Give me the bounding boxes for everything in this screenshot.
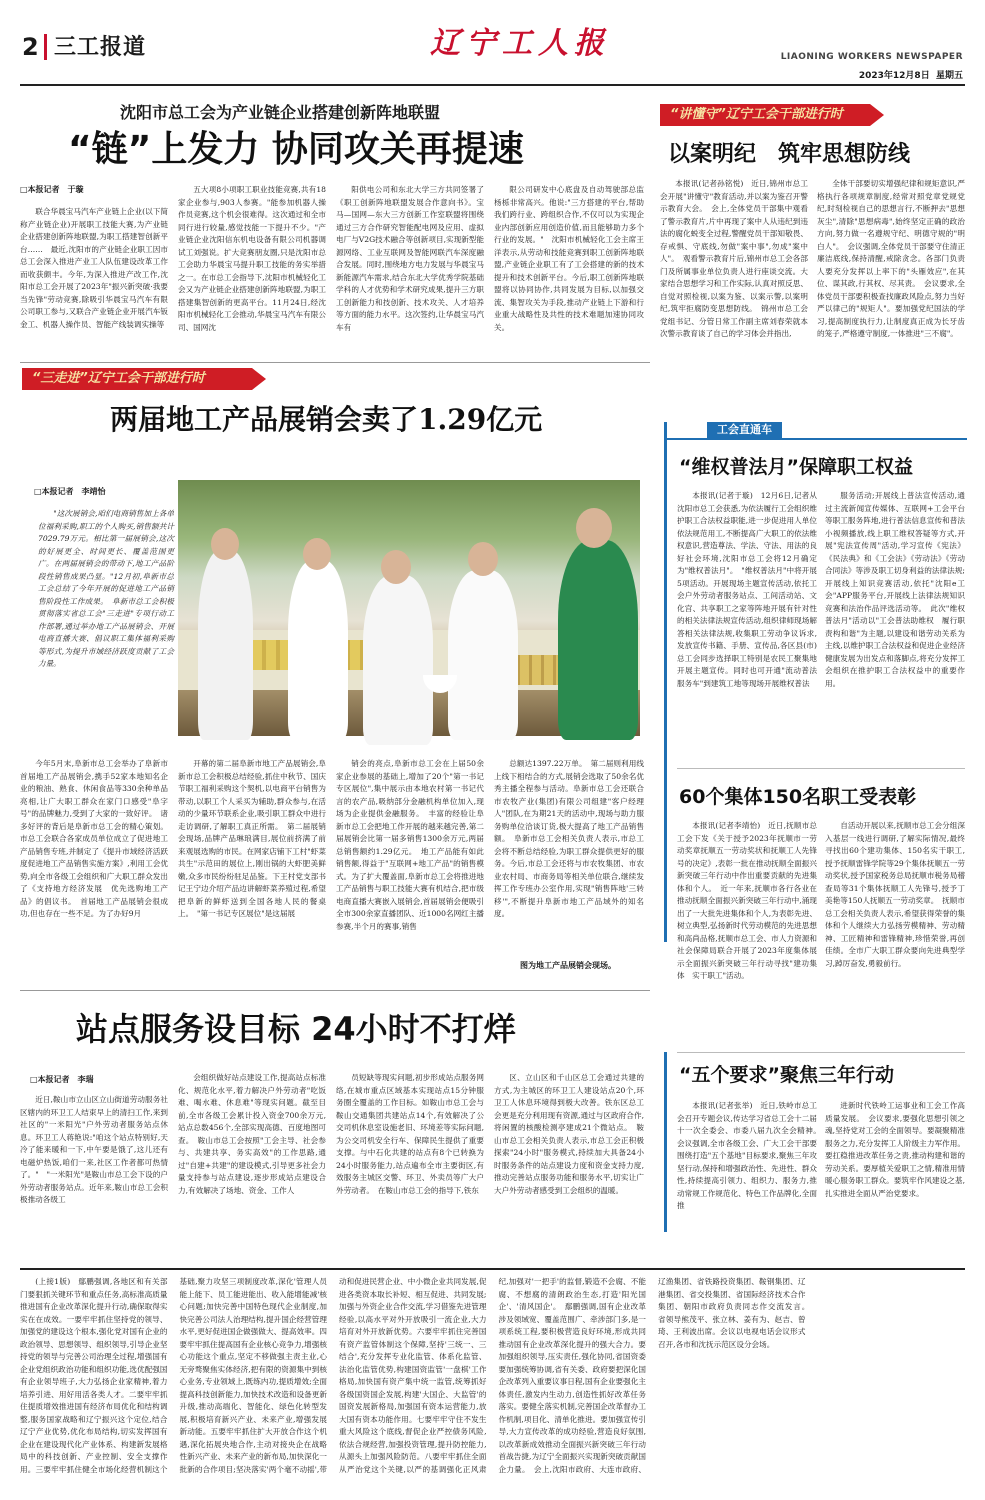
article1-col2	[178, 184, 326, 356]
article3-col2-text: 开幕的第二届阜新市地工产品展销会,阜新市总工会积极总结经验,抓住中秋节、国庆节职工福利采购这个契机,以电商平台销售为带动,以职工个人采买为辅助,群众参与,在活动的少量环节联系企业,吸引职工群众中进行走访调研,了解职工真正所需。 第二届展销会现场,品牌产品琳琅满目,展位前挤满了前来观展选购的市民。在网家店铺下工村"虾菜共生"示范田的展位上,刚出锅的大虾肥美鲜嫩,众多市民纷纷驻足品鉴。下王村党支部书记王宁边介绍产品边讲解虾菜养殖过程,希望把阜新的鲜虾送到全国各地人民的餐桌上。 "第一书记专区展位"是这届展	[178, 759, 326, 918]
photo-head-4	[468, 542, 498, 576]
article3-top-rule	[20, 362, 650, 363]
article-product-fair	[20, 362, 650, 982]
article3-col1-text: 今年5月末,阜新市总工会举办了阜新市首届地工产品展销会,携手52家本地知名企业的粮油、熟食、休闲食品等330余种单品亮相,让广大职工群众在家门口感受"阜字号"的品牌魅力,受到了大家的一致好评。 诸多好评的背后是阜新市总工会的精心策划。市总工会联合各家成员单位成立了促进地工产品销售专班,并制定了《提升市域经济活跃度促进地工产品销售实施方案》,利用工会优势,向全市各级工会组织和广大职工群众发出了《支持地方经济发展 优先选购地工产品》的倡议书。 首届地工产品展销会很成功,但也存在一些不足。为了办好9月	[20, 759, 168, 918]
sidebar-a2-headline: 60个集体150名职工受表彰	[679, 786, 917, 808]
article1-byline: □本报记者 于璇	[20, 185, 84, 194]
sidebar-a1-col1-text: 本报讯(记者于璇) 12月6日,记者从沈阳市总工会获悉,为依法履行工会组织维护职工合法权益职能,进一步促进用人单位依法规范用工,不断提高广大职工的依法维权意识,营造尊法、学法、守法、用法的良好社会环境,沈阳市总工会将12月确定为"维权普法月"。 "维权普法月"中将开展5项活动。开展现场主题宣传活动,依托工会户外劳动者服务站点、工间活动站、文化宫、共享职工之家等阵地开展有针对性的相关法律法规宣传活动,组织律师现场解答相关法律法规,收集职工劳动争议诉求,发放宣传书籍、手册、宣传品,各区县(市)总工会同步选择职工特别是农民工聚集地开展主题宣传。同时也可开通"流动普法服务车"到建筑工地等现场开展维权普法	[677, 491, 817, 688]
sidebar-a2-col2	[825, 820, 965, 1050]
sidebar-divider-2	[677, 1052, 965, 1053]
sidebar-a3-headline: “五个要求”聚焦三年行动	[679, 1064, 894, 1086]
fair-photo	[178, 480, 640, 736]
article1-col4-text: 限公司研发中心底盘及自动驾驶部总监杨栎非常高兴。他说:"三方搭建的平台,帮助我们跨行业、跨组织合作,不仅可以为实现企业内部创新应用创造价值,而且能够助力多个行业的发展。" 沈阳市机械轻化工会主席王洋表示,从劳动和技能竞赛到职工创新阵地联盟,产业链企业职工有了工会搭建的新的技术提升和技术创新平台。今后,职工创新阵地联盟将以协同协作,共同发展为目标,以加强交流、集智攻关为手段,推动产业链上下游和行业重大战略性及共性的技术难题加速协同攻关。	[494, 185, 644, 332]
article4-col2	[178, 1072, 326, 1234]
article-service-station	[20, 990, 650, 1240]
article4-col3-text: 员短缺等现实问题,初步形成站点服务网络,在城市重点区域基本实现站点15分钟服务圈全覆盖的工作目标。如鞍山市总工会与鞍山交通集团共建站点14个,有效解决了公交司机休息室设施老旧、环境差等实际问题,为公交司机安全行车、保障民生提供了重要支撑。与中石化共建的站点有8个已转换为24小时服务能力,站点遍布全市主要街区,有效服务主城区交警、环卫、外卖员等广大户外劳动者。 在鞍山市总工会的指导下,铁东	[336, 1073, 484, 1195]
article3-col1	[20, 758, 168, 970]
issue-date-text: 2023年12月8日	[858, 71, 930, 81]
sidebar-a2-col1	[677, 820, 817, 1050]
article3-col3-text: 销会的亮点,阜新市总工会在上届50余家企业参展的基础上,增加了20个"第一书记专区展位",集中展示由本地农村第一书记代言的农产品,吸纳部分金融机构单位加入,现场为企业提供金融服务。 丰富的经验让阜新市总工会把地工作开展的越来越完善,第二届展销会比第一届多销售1300余万元,两届总销售额约1.29亿元。 地工产品能有如此销售额,得益于"互联网+地工产品"的销售模式。为了扩大覆盖面,阜新市总工会将推进地工产品销售与职工技能大赛有机结合,把市级电商直播大赛嵌入展销会,首届展销会便吸引全市300余家直播团队、近1000名网红主播参赛,半个月的赛事,销售	[336, 759, 484, 931]
article4-byline: □本报记者 李瑞	[30, 1075, 94, 1084]
sidebar-a2-col2-text: 自活动开展以来,抚顺市总工会分组深入基层一线进行调研,了解实际情况,最终寻找出60个建功集体、150名实干职工,授予抚顺雷锋学院等29个集体抚顺五一劳动奖状,授予国家税务总局抚顺市税务局稽查局等31个集体抚顺工人先锋号,授予丁美艳等150人抚顺五一劳动奖章。 抚顺市总工会相关负责人表示,希望获得荣誉的集体和个人继续大力弘扬劳模精神、劳动精神、工匠精神和雷锋精神,珍惜荣誉,再创佳绩。全市广大职工群众要向先进典型学习,踔厉奋发,勇毅前行。	[825, 821, 965, 968]
sidebar-a1-col2-text: 服务活动;开展线上普法宣传活动,通过主流新闻宣传媒体、互联网+工会平台等职工服务阵地,进行普法信息宣传和普法小视频播放,线上职工维权答疑等方式,开展"宪法宣传周"活动,学习宣传《宪法》《民法典》和《工会法》《劳动法》《劳动合同法》等涉及职工切身利益的法律法规;开展线上知识竞赛活动,依托"沈阳e工会"APP服务平台,开展线上法律法规知识竞赛和法治作品评选活动等。 此次"维权普法月"活动以"工会普法助维权 履行职责构和谐"为主题,以建设和谐劳动关系为主线,以维护职工合法权益和促进企业经济健康发展为出发点和落脚点,将充分发挥工会组织在推护职工合法权益中的重要作用。	[825, 491, 965, 688]
article1-col1-text: 联合华晨宝马汽车产业链上企业(以下简称产业链企业)开展职工技能大赛,为产业链企业搭建创新阵地联盟,为职工搭建智创新平台…… 最近,沈阳市的产业链企业职工因市总工会深入推进产业工人队伍建设改革工作而收获颇丰。今年,为深入推进产改工作,沈阳市总工会开展了2023年"振兴新突破·我要当先锋"劳动竞赛,除吸引华晨宝马汽车有限公司职工参与,又联合产业链企业开展汽车钣金工、机器人操作员、智能产线装调实操等	[20, 207, 168, 329]
article3-banner: “三走进”辽宁工会干部进行时	[22, 368, 252, 390]
masthead	[0, 0, 985, 90]
article3-headline: 两届地工产品展销会卖了1.29亿元	[110, 403, 543, 436]
article3-col4-text: 总额达1397.22万单。 第二届则利用线上线下相结合的方式,展销会选取了50余名优秀主播全程参与活动。阜新市总工会还联合市农牧产业(集团)有限公司组建"客户经理人"团队,在为期21天的活动中,现场与助力服务购单位洽谈订货,极大提高了地工产品销售额。 阜新市总工会相关负责人表示,市总工会将不断总结经验,为职工群众提供更好的服务。今后,市总工会还将与市农牧集团、市农业农村局、市商务局等相关单位联合,继续发挥工作专班办公室作用,实现"销售阵地'三转移'",不断提升阜新市地工产品域外的知名度。	[494, 759, 644, 918]
article1-col4	[494, 184, 644, 356]
photo-person-1	[198, 550, 253, 740]
masthead-rule	[20, 84, 965, 86]
article1-col1	[20, 206, 168, 356]
article4-col1	[20, 1094, 168, 1234]
article3-intro	[38, 508, 174, 748]
photo-ceiling	[178, 480, 640, 540]
issue-weekday: 星期五	[935, 71, 963, 81]
sidebar-a3-col1	[677, 1100, 825, 1228]
article2-col2	[817, 178, 965, 390]
article4-col2-text: 会组织做好站点建设工作,提高站点标准化、规范化水平,着力解决户外劳动者"吃饭难、喝水难、休息难"等现实问题。截至目前,全市各级工会累计投入资金700余万元,站点总数456个,全部实现高德、百度地图可查。 鞍山市总工会按照"工会主导、社会参与、共建共享、务实高效"的工作思路,通过"自建+共建"的建设模式,引导更多社会力量支持参与站点建设,逐步形成站点建设合力,有效解决了场地、资金、工作人	[178, 1073, 326, 1195]
article3-col4	[494, 758, 644, 956]
article3-intro-text: "这次展销会,咱们电商销售加上各单位福利采购,职工的个人购买,销售额共计7029.79万元。相比第一届展销会,这次的好展更全、时间更长、覆盖范围更广。在两届展销会的带动下,地工产品阶段性销售成果凸显。"12月初,阜新市总工会总结了今年开展的促进地工产品销售阶段性工作成果。 阜新市总工会积极贯彻落实省总工会"三走进"专项行动工作部署,通过举办地工产品展销会、开展电商直播大赛、倡议职工集体福利采购等形式,为提升市域经济跃度贡献了工会力量。	[38, 509, 174, 668]
sidebar-a1-col1	[677, 490, 817, 758]
article1-headline: “链”上发力 协同攻关再提速	[68, 129, 524, 170]
article1-kicker: 沈阳市总工会为产业链企业搭建创新阵地联盟	[120, 103, 441, 122]
article2-col1	[660, 178, 808, 390]
sidebar-badge: 工会直通车	[707, 422, 782, 438]
sidebar-a1-headline: “维权普法月”保障职工权益	[679, 456, 913, 478]
article4-col1-text: 近日,鞍山市立山区立山街道劳动服务社区辖内的环卫工人结束早上的清扫工作,来到社区的"一米阳光"户外劳动者服务站点休息。环卫工人蒋艳说:"咱这个站点特别好,天冷了能来暖和一下,中午要是饿了,这儿还有电磁炉热饭,咱们一来,社区工作者都可热情了。" "一米阳光"是鞍山市总工会下设的户外劳动者服务站点。近年来,鞍山市总工会积极推动各级工	[20, 1095, 168, 1204]
sidebar-a3-col1-text: 本报讯(记者张举) 近日,铁岭市总工会召开专题会议,传达学习省总工会十二届十一次全委会、市委八届九次全会精神。 会议强调,全市各级工会、广大工会干部要围绕打造"五个基地"目标要求,聚焦三年攻坚行动,保持和增强政治性、先进性、群众性,持续提高引领力、组织力、服务力,推动常规工作规范化、特色工作品牌化,全面推	[677, 1101, 825, 1210]
newspaper-logo: 辽宁工人报	[430, 26, 610, 61]
sidebar-top-rule	[667, 438, 967, 440]
photo-head-5	[576, 508, 612, 548]
photo-person-4	[448, 570, 518, 740]
page-number: 2	[22, 33, 39, 61]
article5-text: (上接1版) 鄢鹏强调,各地区和有关部门要狠抓关键环节和重点任务,高标准高质量推进国有企业改革深化提升行动,确保取得实实在在成效。一要牢牢抓住坚持党的领导、加强党的建设这个根本,强化党对国有企业的政治领导、思想领导、组织领导,引导企业坚持党的领导与完善公司治理全过程,增强国有企业党组织政治功能和组织功能,选优配强国有企业领导班子,大力弘扬企业家精神,着力培养引进、用好用活各类人才。二要牢牢抓住提质增效推进国有经济布局优化和结构调整,服务国家战略和辽宁振兴这个定位,结合辽宁产业优势,优化布局结构,切实发挥国有企业在建设现代化产业体系、构建新发展格局中的科技创新、产业控制、安全支撑作用。三要牢牢抓住健全市场化经营机制这个基础,聚力攻坚三项制度改革,深化'管理人员能上能下、员工能进能出、收入能增能减'核心问题;加快完善中国特色现代企业制度,加快完善公司法人治理结构,提升国企经营管理水平,更好促进国企做强做大、提高效率。四要牢牢抓住提高国有企业核心竞争力,增强核心功能这个重点,坚定不移做强主责主业,心无旁骛聚焦实体经济,把有限的资源集中到核心业务,专业领域上,既练内功,提质增效;全面提高科技创新能力,加快技术改造和设备更新升级,推动高端化、智能化、绿色化转型发展,积极培育新兴产业、未来产业,增强发展新动能。五要牢牢抓住扩大开放合作这个机遇,深化拓展央地合作,主动对接央企在战略性新兴产业、未来产业的新布局,加快深化一批新的合作项目;坚决落实'两个毫不动摇',带动和促进民营企业、中小微企业共同发展,促进各类资本取长补短、相互促进、共同发展;加强与外资企业合作交流,学习借鉴先进管理经验,以高水平对外开放吸引一流企业,大力培育对外开放新优势。六要牢牢抓住完善国有资产监管体制这个保障,坚持'三统一、三结合',充分发挥专业化监管、体系化监管、法治化监管优势,构建国资监管'一盘棋'工作格局,加快国有资产集中统一监管,统筹抓好各级国资国企发展,构建'大国企、大监管'的国资发展新格局,加强国有资本运营能力,放大国有资本功能作用。七要牢牢守住不发生重大风险这个底线,督促企业严控债务风险,依法合规经营,加强投资管理,提升防控能力,从源头上加强风险防范。八要牢牢抓住全面从严治党这个关键,以严的基调强化正风肃纪,加强对'一把手'的监督,锻造不会腐、不能腐、不想腐的清朗政治生态,打造'阳光国企'、'清风国企'。 鄢鹏强调,国有企业改革涉及领域宽、覆盖范围广、牵涉部门多,是一项系统工程,要积极营造良好环境,形成共同推动国有企业改革深化提升的强大合力。要加强组织领导,压实责任,强化协同,省国资委要加强统筹协调,省有关委、政府要把深化国企改革列入重要议事日程,国有企业要强化主体责任,激发内生动力,创造性抓好改革任务落实。要健全落实机制,完善国企改革督办工作机制,项目化、清单化推进。要加强宣传引导,大力宣传改革的成功经验,营造良好氛围,以改革新成效推动全面振兴新突破三年行动首战告捷,为辽宁全面振兴实现新突破贡献国企力量。 会上,沈阳市政府、大连市政府、辽渔集团、省铁路投资集团、鞍钢集团、辽港集团、省交投集团、省国际经济技术合作集团、朝阳市政府负责同志作交流发言。 省领导熊茂平、张立林、姜有为、赵吉、曾琦、王利波出席。会议以电视电话会议形式召开,各市和沈抚示范区设分会场。	[20, 1277, 814, 1474]
sidebar-a3-col2-text: 进新时代铁岭工运事业和工会工作高质量发展。 会议要求,要强化思想引领之魂,坚持党对工会的全面领导。要凝聚精准服务之力,充分发挥工人阶级主力军作用。要扛稳推进改革任务之责,推动构建和谐的劳动关系。要厚植关爱职工之情,精准用情暖心服务职工群众。要筑牢作风建设之基,扎实推进全面从严治党要求。	[825, 1101, 965, 1198]
article4-top-rule	[20, 990, 650, 991]
sidebar-section-3	[664, 1052, 966, 1232]
article3-col3	[336, 758, 484, 970]
article3-col2	[178, 758, 326, 970]
article4-headline: 站点服务设目标 24小时不打烊	[76, 1010, 516, 1048]
sidebar-union-express	[664, 422, 966, 980]
photo-head-1	[211, 528, 239, 560]
article1-col2-text: 五大项8小项职工职业技能竞赛,共有18家企业参与,903人参赛。"能参加机器人操作员竞赛,这个机会很难得。这次通过和全市同行进行较量,感觉技能一下提升不少。"产业链企业沈阳信东机电设备有限公司机器调试工刘强说。扩大竞赛朋友圈,只是沈阳市总工会助力华晨宝马提升职工技能的务实举措之一。在市总工会指导下,沈阳市机械轻化工会又为产业链企业搭建创新阵地联盟,为职工搭建集智创新的更高平台。11月24日,经沈阳市机械轻化工会推动,华晨宝马汽车有限公司、国网沈	[178, 185, 326, 332]
page-number-divider	[44, 34, 47, 60]
article2-col2-text: 全体干部要切实增强纪律和规矩意识,严格执行各项规章制度,经常对照党章党规党纪,时刻检视自己的思想言行,不断押去"思想灰尘",清除"思想病毒",始终坚定正确的政治方向,努力做一名遵规守纪、明德守规的"明白人"。 会议强调,全体党员干部要守住清正廉洁底线,保持清醒,戒除贪念。各部门负责人要充分发挥以上率下的"头雁效应",在其位、谋其政,行其权、尽其责。 会议要求,全体党员干部要积极查找廉政风险点,努力当好严以律己的"规矩人"。要加强党纪国法的学习,提高制度执行力,让制度真正成为长牙齿的笼子,严格遵守制度,一体推进"三不腐"。	[817, 179, 965, 338]
sidebar-a3-col2	[825, 1100, 965, 1228]
article2-headline: 以案明纪 筑牢思想防线	[668, 142, 911, 167]
article4-col4-text: 区、立山区和千山区总工会通过共建的方式,为主城区的环卫工人建设站点20个,环卫工人休息环境得到极大改善。铁东区总工会更是充分利用现有资源,通过与区政府合作,将闲置的核酸检测亭建成21个微站点。 鞍山市总工会相关负责人表示,市总工会正积极探索"24小时"服务模式,持续加大具备24小时服务条件的站点建设力度和资金支持力度,推动完善站点服务功能和服务水平,切实让广大户外劳动者感受到工会组织的温暖。	[494, 1073, 644, 1195]
article4-col4	[494, 1072, 644, 1234]
article-case-discipline	[660, 100, 965, 400]
sidebar-a1-col2	[825, 490, 965, 758]
article1-col3-text: 阳供电公司和东北大学三方共同签署了《职工创新阵地联盟发展合作意向书》。宝马—国网—东大三方创新工作室联盟将围绕通过三方合作研究智能配电网及应用、虚拟电厂与V2G技术融合等创新项目,实现新型能源网络、工业互联网及智能网联汽车深度融合发展。同时,围绕地方电力发展与华晨宝马新能源汽车需求,结合东北大学优秀学院基础学科的人才优势和学术研究成果,提升三方职工创新能力和技创新、技术攻关、人才培养等方面的能力水平。这次签约,让华晨宝马汽车有	[336, 185, 484, 332]
article-chain-effort	[20, 92, 650, 357]
photo-head-2	[303, 538, 331, 570]
section-name: 三工报道	[54, 35, 147, 60]
issue-date	[859, 68, 963, 81]
article3-byline: □本报记者 李靖怡	[34, 487, 106, 496]
sidebar-divider-1	[677, 768, 965, 769]
article5-top-rule	[20, 1268, 965, 1270]
photo-person-3	[363, 575, 433, 745]
photo-person-2	[288, 560, 348, 740]
article2-col1-text: 本报讯(记者孙铭悦) 近日,锦州市总工会开展"讲懂守"教育活动,并以案为鉴召开警示教育大会。 会上,全体党员干部集中观看了警示教育片,片中再现了案中人从违纪到违法的腐化蜕变全过程,警醒党员干部知敬畏、存戒惧、守底线,勿做"案中事",勿成"案中人"。 观看警示教育片后,锦州市总工会各部门及所属事业单位负责人进行座谈交流。大家结合思想学习和工作实际,认真对照反思、自觉对照检视,以案为鉴、以案示警,以案明纪,筑牢拒腐防变思想防线。 锦州市总工会党组书记、分管日常工作副主席刘春荣就本次警示教育谈了自己的学习体会并指出,	[660, 179, 808, 338]
photo-head-3	[381, 550, 411, 584]
article3-caption: 图为地工产品展销会现场。	[520, 961, 616, 970]
article2-banner: “讲懂守”辽宁工会干部进行时	[660, 104, 870, 126]
photo-person-5	[558, 540, 638, 740]
article1-col3	[336, 184, 484, 356]
sidebar-a2-col1-text: 本报讯(记者李靖怡) 近日,抚顺市总工会下发《关于授予2023年抚顺市一劳动奖章抚顺五一劳动奖状和抚顺工人先锋号的决定》,表彰一批在推动抚顺全面振兴新突破三年行动中作出重要贡献的先进集体和个人。 近一年来,抚顺市各行各业在推动抚顺全面振兴新突破三年行动中,涌现出了一大批先进集体和个人,为表彰先进、树立典型,弘扬新时代劳动模范的先进思想和高尚品格,抚顺市总工会、市人力资源和社会保障局联合开展了2023年度集体展示全面振兴新突破三年行动寻找"建功集体 实干职工"活动。	[677, 821, 817, 980]
article5-continued	[20, 1276, 965, 1488]
article4-col3	[336, 1072, 484, 1234]
newspaper-name-en: LIAONING WORKERS NEWSPAPER	[780, 52, 963, 62]
